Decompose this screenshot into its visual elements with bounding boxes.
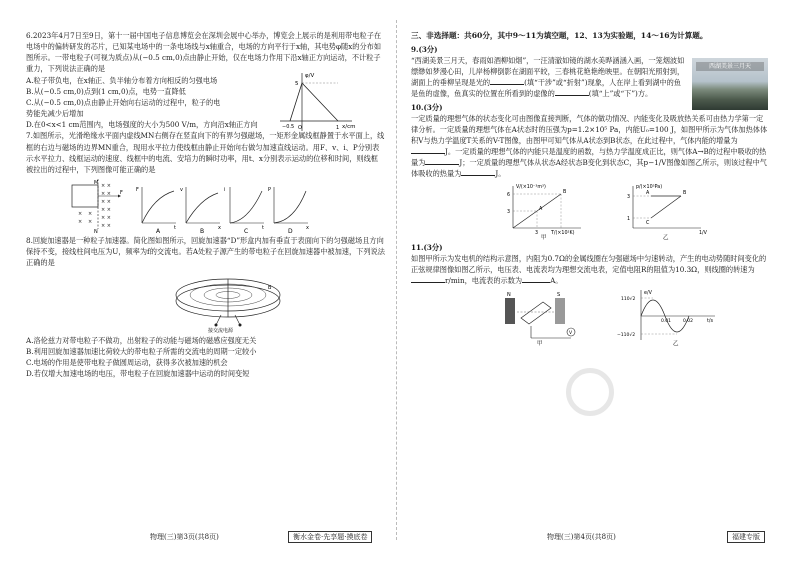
q9-blank-2 [555, 88, 589, 96]
q10-a-ylabel: V/(×10⁻³m³) [516, 184, 546, 190]
svg-text:×: × [88, 211, 93, 218]
q6-option-c: C.从(−0.5 cm,0)点由静止开始向右运动的过程中，粒子的电势能先减少后增加 [26, 97, 221, 119]
section-heading: 三、非选择题：共60分，其中9～11为填空题，12、13为实验题，14～16为计算题。 [411, 31, 708, 40]
svg-text:x: x [218, 225, 221, 232]
left-footer-brand-text: 衡水金卷·先享题·摸底卷 [288, 531, 372, 543]
q11-t-label: t/s [707, 319, 713, 325]
svg-text:B: B [268, 284, 272, 291]
q10-a-t1: 3 [535, 230, 539, 236]
q10-text-2: J。一定质量的理想气体的内能只是温度的函数，与热力学温度成正比，则气体A→B的过程中吸收的热量为 [411, 147, 767, 168]
q10-b-ylabel: p/(×10⁵Pa) [636, 184, 663, 190]
q10-figures [501, 182, 741, 240]
q6-option-a: A.粒子带负电，在x轴正、负半轴分布着方向相反的匀强电场 [26, 75, 218, 85]
q7-graph-d [268, 187, 309, 233]
q11-emf-graph [617, 290, 715, 346]
q6-origin-label: O [298, 124, 302, 131]
q10-b-caption: 乙 [663, 234, 669, 240]
q10-b-pointA: A [646, 190, 650, 196]
q11-m2-label: 0.02 [683, 319, 694, 325]
q11-m1-label: 0.01 [661, 319, 672, 325]
q10-b-pointC: C [646, 220, 650, 226]
svg-text:S: S [557, 292, 561, 299]
question-8 [26, 235, 385, 379]
q7-label-d: D [288, 228, 293, 234]
svg-text:× ×: × × [101, 199, 111, 206]
svg-text:V: V [569, 331, 573, 337]
svg-text:M: M [94, 180, 99, 187]
svg-text:v: v [180, 187, 183, 194]
question-7 [26, 130, 385, 233]
q9-head: 9.(3分) [411, 44, 438, 54]
q11-figures [501, 288, 751, 346]
q11-head: 11.(3分) [411, 242, 443, 252]
q9-text-3: (填“上”或“下”)方。 [588, 89, 653, 99]
q7-field-figure [72, 179, 123, 233]
q10-text-3: J；一定质量的理想气体从状态A经状态B变化到状态C，其p−1/V图像如图乙所示，则该过程中气体吸收的热量为 [411, 158, 767, 179]
q8-option-d: D.若仅增大加速电场的电压，带电粒子在回旋加速器中运动的时间变短 [26, 368, 250, 378]
q10-blank-3 [461, 168, 495, 176]
q11-caption-a: 甲 [537, 341, 543, 347]
q10-a-pointB: B [563, 189, 567, 195]
q9-blank-1 [490, 77, 524, 85]
q8-stem: 8.回旋加速器是一种粒子加速器。简化图如图所示，回旋加速器“D”形盒内加有垂直于表面向下的匀强磁场且方向保持不变，接线柱间电压为U，频率为f的交流电。若A处粒子源产生的带电粒子在回旋加速器中被加速，下列说法正确的是 [26, 236, 385, 268]
question-6 [26, 30, 385, 130]
q7-graph-c [224, 187, 264, 233]
q11-blank-2 [522, 275, 550, 283]
svg-text:t: t [174, 225, 176, 232]
q9-text-2: (填“干涉”或“折射”)现象，人在岸上看到湖中的鱼是鱼的虚像，鱼真实的位置在所看到的虚像的 [411, 78, 681, 99]
svg-text:P: P [268, 187, 272, 194]
svg-text:×: × [78, 211, 83, 218]
svg-text:× ×: × × [101, 207, 111, 214]
q10-p-invV-graph [627, 184, 708, 240]
q11-blank-1 [411, 275, 445, 283]
svg-text:×: × [78, 219, 83, 226]
west-lake-photo-caption: 西湖美景三月天 [696, 62, 764, 71]
q11-top-label: 110√2 [621, 297, 636, 303]
q10-a-v1: 6 [507, 192, 511, 198]
q9-text: “西湖美景三月天，春雨如酒柳如烟”，一汪清澈如镜的湖水美晔涵涵入画，一笼烟波如缥缈如梦漫心田，儿岸杨柳倒影在湖面平皎，三春桃花艳艳绝映里。在朝阳光照射到，湖面上的垂柳呈现是光的 [411, 55, 685, 88]
svg-text:F: F [120, 190, 123, 197]
left-footer-page: 物理(三)第3页(共8页) [150, 533, 219, 542]
svg-text:x: x [306, 225, 309, 232]
q6-potential-graph [276, 69, 356, 133]
q7-graph-a [136, 187, 176, 233]
right-footer-brand [727, 532, 765, 543]
q10-b-xlabel: 1/V [699, 230, 707, 236]
q8-option-b: B.利用回旋加速器加速比荷较大的带电粒子所需的交流电的周期一定较小 [26, 346, 257, 356]
west-lake-photo [692, 58, 768, 110]
q6-phi-label: φ/V [305, 72, 315, 79]
q10-b-p2: 1 [627, 216, 631, 222]
q8-option-c: C.电场的作用是使带电粒子做圆周运动，获得多次被加速的机会 [26, 357, 228, 367]
q7-stem: 7.如图所示，光滑绝缘水平面内虚线MN右侧存在竖直向下的有界匀强磁场，一矩形金属线框静置于水平面上，线框的右边与磁场的边界MN重合，现用水平拉力使线框由静止开始向右做匀加速直线运动。用F、v、i、P分别表示水平拉力、线框运动的速度、线框中的电流、安培力的瞬时功率，用t、x分别表示运动的位移和时间，则线框被拉出的过程中，下列图像可能正确的是 [26, 131, 385, 174]
right-footer-brand-text: 福建专版 [727, 531, 765, 543]
q10-b-pointB: B [683, 190, 687, 196]
left-footer-brand [288, 532, 372, 543]
q10-a-v2: 3 [507, 209, 511, 215]
q8-figure-label: 接交流电源 [208, 327, 234, 333]
q10-body [411, 113, 768, 180]
svg-text:× ×: × × [101, 183, 111, 190]
q7-graph-b [180, 187, 221, 233]
svg-text:F: F [136, 187, 139, 194]
q10-blank-1 [411, 146, 445, 154]
question-11 [411, 242, 768, 347]
svg-text:× ×: × × [101, 215, 111, 222]
q6-val-label: 5 [295, 80, 299, 87]
q11-y-label: e/V [644, 291, 652, 297]
q6-x-label: x/cm [342, 123, 356, 130]
q10-vt-graph [507, 184, 581, 240]
q7-label-c: C [244, 228, 249, 234]
q7-label-a: A [156, 228, 161, 234]
q10-text-4: J。 [495, 169, 506, 179]
q11-text-2: r/min，电流表的示数为 [445, 276, 523, 286]
q8-option-a: A.洛伦兹力对带电粒子不做功，出射粒子的动能与磁场的磁感应强度无关 [26, 335, 257, 345]
watermark-logo [566, 368, 614, 416]
q6-neg-label: −0.5 [282, 123, 295, 130]
q10-blank-2 [425, 157, 459, 165]
q7-label-b: B [200, 228, 205, 234]
q10-a-xlabel: T/(×10²K) [551, 230, 575, 236]
q11-text-1: 如图甲所示为发电机的结构示意图，内阻为0.7Ω的金属线圈在匀强磁场中匀速转动，产生的电动势随时间变化的正弦规律图像如图乙所示，电压表、电流表均为理想交流电表，定值电阻R的阻值为10.3Ω，则线圈的转速为 [411, 253, 767, 274]
q11-bot-label: −110√2 [617, 333, 636, 339]
q6-one-label: 1 [336, 124, 340, 131]
svg-text:× ×: × × [101, 223, 111, 230]
q11-generator-figure [505, 292, 575, 346]
svg-text:t: t [262, 225, 264, 232]
q6-option-b: B.从(−0.5 cm,0)点到(1 cm,0)点，电势一直降低 [26, 86, 186, 96]
svg-text:× ×: × × [101, 191, 111, 198]
q10-text-1: 一定质量的理想气体的状态变化可由图像直接判断，气体的做功情况、内能变化及吸放热关系可由热力学第一定律分析。一定质量的理想气体在A状态时的压强为p=1.2×10⁵ Pa，内能U₀=100 J，如图甲所示为气体加热体体积V与热力学温度T关系的V-T图像，由图甲可知气体从A状态到B状态，在此过程中，气体内能的增量为 [411, 113, 768, 146]
q10-a-pointA: A [539, 206, 543, 212]
q8-cyclotron-figure [166, 271, 296, 333]
svg-text:×: × [88, 219, 93, 226]
q7-figures [64, 177, 314, 233]
question-10 [411, 102, 768, 240]
svg-text:i: i [224, 187, 226, 194]
q11-text-3: A。 [550, 276, 563, 286]
svg-text:N: N [507, 292, 511, 299]
svg-text:N: N [94, 229, 98, 234]
q6-option-d: D.在0<x<1 cm范围内，电场强度的大小为500 V/m，方向沿x轴正方向 [26, 120, 258, 130]
q10-head: 10.(3分) [411, 102, 443, 112]
right-footer-page: 物理(三)第4页(共8页) [547, 533, 616, 542]
q6-stem: 6.2023年4月7日至9日，第十一届中国电子信息博览会在深圳会展中心举办，博览会上展示的是利用带电粒子在电场中的偏转研发的芯片，已知某电场中的一条电场线与x轴重合，电场的方向平行于x轴，其电势φ随x的分布如图所示。一带电粒子(可视为质点)从(−0.5 cm,0)点由静止开始，仅在电场力作用下沿x轴正方向运动，不计粒子重力，下列说法正确的是 [26, 31, 382, 74]
q10-a-caption: 甲 [541, 234, 547, 240]
q10-b-p1: 3 [627, 194, 631, 200]
q11-body [411, 253, 768, 286]
q11-caption-b: 乙 [673, 341, 679, 347]
